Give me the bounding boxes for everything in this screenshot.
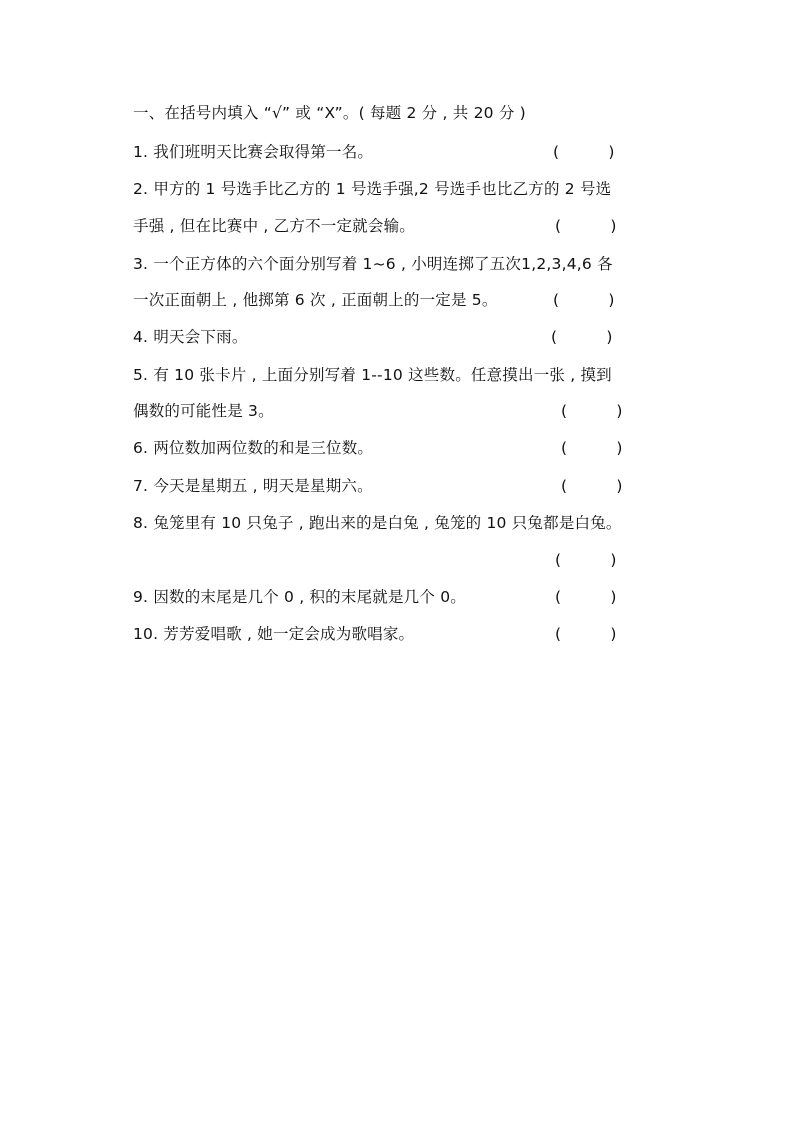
question-9-text: 9. 因数的末尾是几个 0 , 积的末尾就是几个 0。 <box>133 588 466 606</box>
question-5-text-line-1: 5. 有 10 张卡片 , 上面分别写着 1--10 这些数。任意摸出一张 , 摸到 <box>133 366 612 384</box>
question-4-text: 4. 明天会下雨。 <box>133 328 248 346</box>
question-8-text: 8. 兔笼里有 10 只兔子 , 跑出来的是白兔 , 兔笼的 10 只兔都是白兔。 <box>133 514 622 532</box>
question-3-text-line-1: 3. 一个正方体的六个面分别写着 1~6 , 小明连掷了五次1,2,3,4,6 各 <box>133 255 613 273</box>
question-4-answer-blank[interactable]: ( ) <box>551 328 613 346</box>
question-2-text-line-1: 2. 甲方的 1 号选手比乙方的 1 号选手强,2 号选手也比乙方的 2 号选 <box>133 180 612 198</box>
question-3-answer-blank[interactable]: ( ) <box>553 291 615 309</box>
question-9-answer-blank[interactable]: ( ) <box>555 588 617 606</box>
question-5-text-line-2: 偶数的可能性是 3。 <box>133 402 274 420</box>
section-title: 一、在括号内填入 “√” 或 “X”。( 每题 2 分 , 共 20 分 ) <box>133 104 526 122</box>
question-7-text: 7. 今天是星期五 , 明天是星期六。 <box>133 477 373 495</box>
question-2-answer-blank[interactable]: ( ) <box>555 217 617 235</box>
question-5-answer-blank[interactable]: ( ) <box>561 402 623 420</box>
question-8-answer-blank[interactable]: ( ) <box>555 551 617 569</box>
question-7-answer-blank[interactable]: ( ) <box>561 477 623 495</box>
question-2-text-line-2: 手强 , 但在比赛中 , 乙方不一定就会输。 <box>133 217 415 235</box>
question-10-answer-blank[interactable]: ( ) <box>555 625 617 643</box>
question-6-answer-blank[interactable]: ( ) <box>561 439 623 457</box>
question-6-text: 6. 两位数加两位数的和是三位数。 <box>133 439 374 457</box>
question-10-text: 10. 芳芳爱唱歌 , 她一定会成为歌唱家。 <box>133 625 415 643</box>
question-1-answer-blank[interactable]: ( ) <box>553 143 615 161</box>
question-3-text-line-2: 一次正面朝上 , 他掷第 6 次 , 正面朝上的一定是 5。 <box>133 291 498 309</box>
question-1-text: 1. 我们班明天比赛会取得第一名。 <box>133 143 374 161</box>
